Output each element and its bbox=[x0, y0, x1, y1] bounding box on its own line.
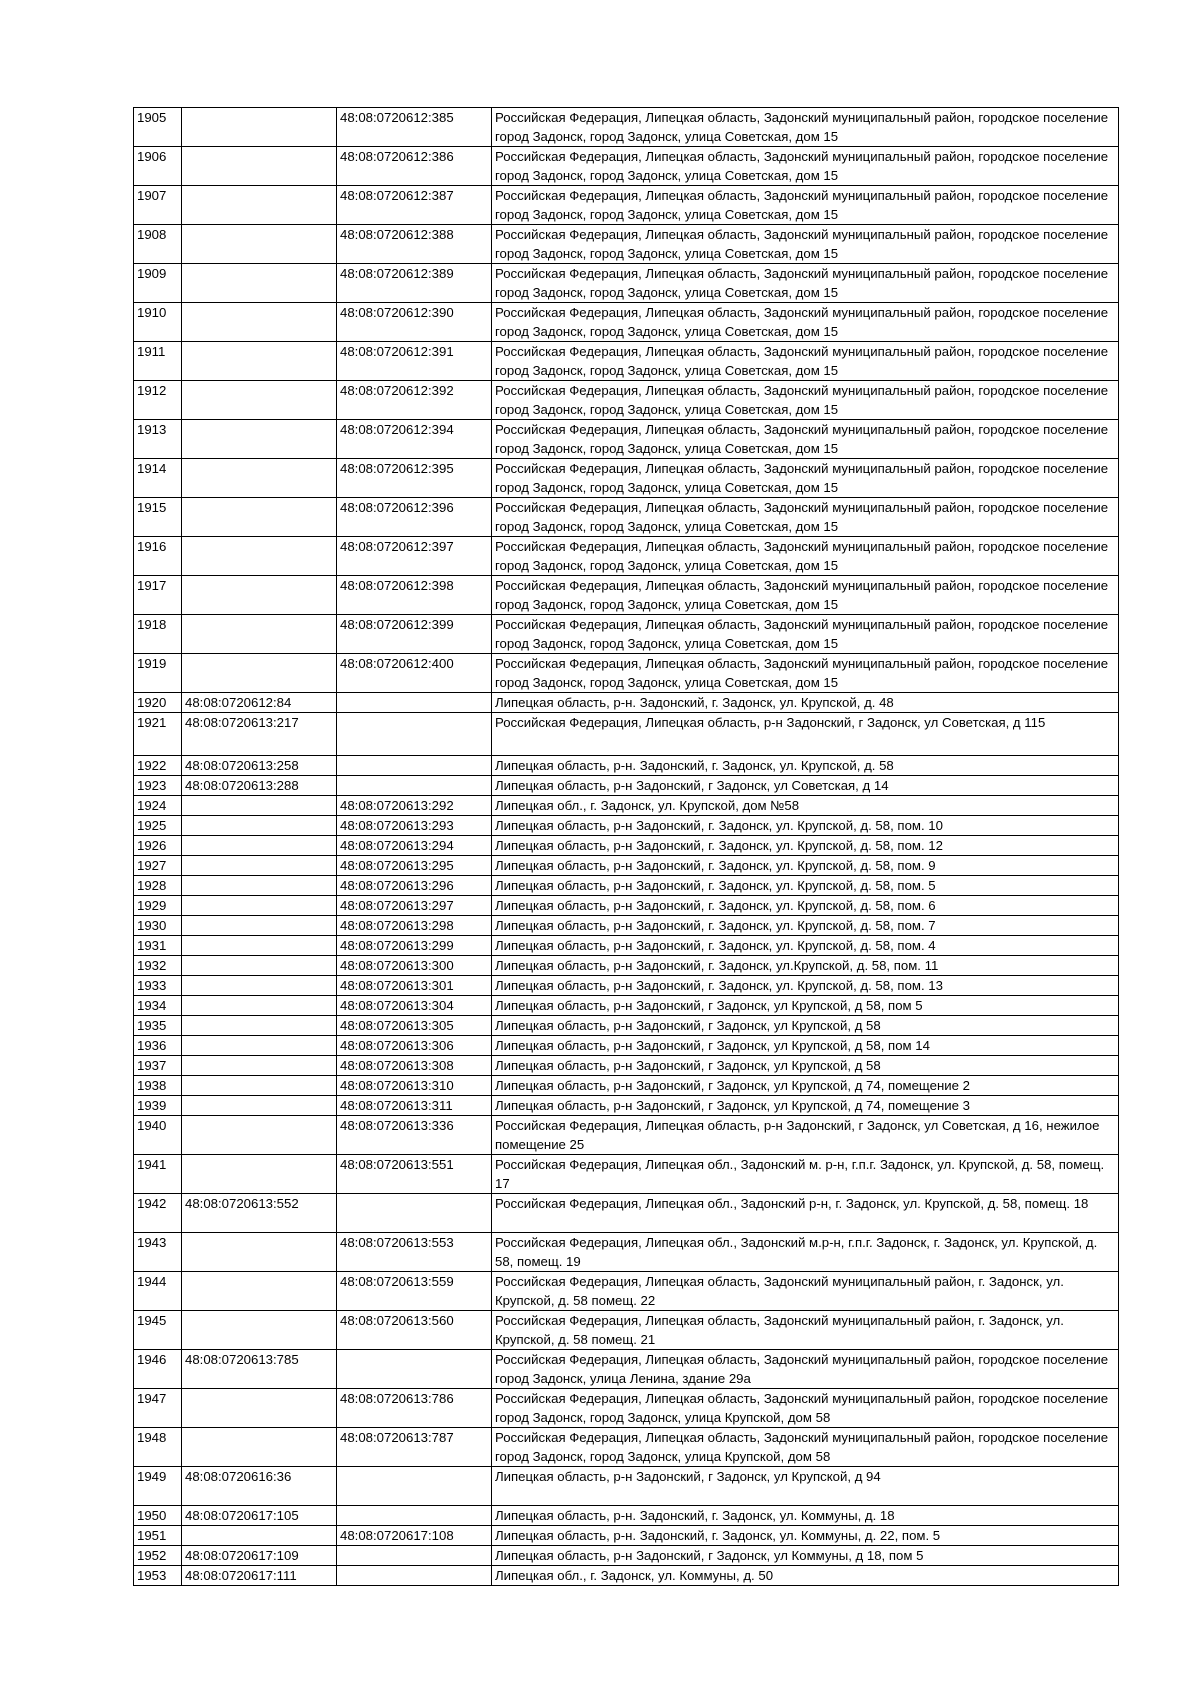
cadastral-land-cell bbox=[182, 420, 337, 459]
cadastral-land-cell: 48:08:0720617:111 bbox=[182, 1566, 337, 1586]
cadastral-land-cell bbox=[182, 1389, 337, 1428]
row-number-cell: 1945 bbox=[134, 1311, 182, 1350]
row-number-cell: 1916 bbox=[134, 537, 182, 576]
cadastral-object-cell: 48:08:0720613:551 bbox=[337, 1155, 492, 1194]
cadastral-object-cell: 48:08:0720613:560 bbox=[337, 1311, 492, 1350]
cadastral-land-cell bbox=[182, 537, 337, 576]
cadastral-object-cell bbox=[337, 713, 492, 756]
table-row bbox=[134, 108, 1119, 147]
address-cell: Российская Федерация, Липецкая область, р-н Задонский, г Задонск, ул Советская, д 115 bbox=[492, 713, 1119, 756]
address-cell: Липецкая область, р-н Задонский, г Задонск, ул Крупской, д 74, помещение 3 bbox=[492, 1096, 1119, 1116]
table-row bbox=[134, 1116, 1119, 1155]
table-row bbox=[134, 1233, 1119, 1272]
address-cell: Российская Федерация, Липецкая область, Задонский муниципальный район, городское поселение город Задонск, город Задонск, улица Советская, дом 15 bbox=[492, 498, 1119, 537]
row-number-cell: 1929 bbox=[134, 896, 182, 916]
row-number-cell: 1910 bbox=[134, 303, 182, 342]
cadastral-land-cell bbox=[182, 1116, 337, 1155]
address-cell: Российская Федерация, Липецкая обл., Задонский м.р-н, г.п.г. Задонск, г. Задонск, ул. Крупской, д. 58, помещ. 19 bbox=[492, 1233, 1119, 1272]
row-number-cell: 1942 bbox=[134, 1194, 182, 1233]
table-row bbox=[134, 916, 1119, 936]
address-cell: Липецкая область, р-н Задонский, г. Задонск, ул. Крупской, д. 58, пом. 12 bbox=[492, 836, 1119, 856]
table-row bbox=[134, 420, 1119, 459]
cadastral-object-cell bbox=[337, 1506, 492, 1526]
table-row bbox=[134, 1428, 1119, 1467]
row-number-cell: 1943 bbox=[134, 1233, 182, 1272]
table-row bbox=[134, 756, 1119, 776]
row-number-cell: 1921 bbox=[134, 713, 182, 756]
table-row bbox=[134, 1096, 1119, 1116]
cadastral-object-cell bbox=[337, 1467, 492, 1506]
table-row bbox=[134, 896, 1119, 916]
cadastral-object-cell bbox=[337, 776, 492, 796]
cadastral-object-cell bbox=[337, 1194, 492, 1233]
row-number-cell: 1927 bbox=[134, 856, 182, 876]
cadastral-object-cell: 48:08:0720613:786 bbox=[337, 1389, 492, 1428]
row-number-cell: 1951 bbox=[134, 1526, 182, 1546]
cadastral-object-cell: 48:08:0720612:400 bbox=[337, 654, 492, 693]
row-number-cell: 1922 bbox=[134, 756, 182, 776]
table-row bbox=[134, 776, 1119, 796]
row-number-cell: 1913 bbox=[134, 420, 182, 459]
table-row bbox=[134, 936, 1119, 956]
row-number-cell: 1940 bbox=[134, 1116, 182, 1155]
address-cell: Российская Федерация, Липецкая область, Задонский муниципальный район, городское поселение город Задонск, город Задонск, улица Советская, дом 15 bbox=[492, 108, 1119, 147]
address-cell: Российская Федерация, Липецкая область, Задонский муниципальный район, городское поселение город Задонск, город Задонск, улица Советская, дом 15 bbox=[492, 459, 1119, 498]
table-row bbox=[134, 264, 1119, 303]
cadastral-land-cell bbox=[182, 996, 337, 1016]
cadastral-land-cell: 48:08:0720617:109 bbox=[182, 1546, 337, 1566]
cadastral-object-cell: 48:08:0720613:293 bbox=[337, 816, 492, 836]
cadastral-land-cell bbox=[182, 1428, 337, 1467]
table-row bbox=[134, 537, 1119, 576]
cadastral-object-cell: 48:08:0720612:390 bbox=[337, 303, 492, 342]
row-number-cell: 1917 bbox=[134, 576, 182, 615]
cadastral-land-cell bbox=[182, 615, 337, 654]
table-row bbox=[134, 1076, 1119, 1096]
cadastral-object-cell: 48:08:0720613:559 bbox=[337, 1272, 492, 1311]
cadastral-object-cell: 48:08:0720613:553 bbox=[337, 1233, 492, 1272]
cadastral-object-cell: 48:08:0720612:399 bbox=[337, 615, 492, 654]
cadastral-land-cell bbox=[182, 876, 337, 896]
table-row bbox=[134, 976, 1119, 996]
cadastral-object-cell: 48:08:0720613:295 bbox=[337, 856, 492, 876]
row-number-cell: 1907 bbox=[134, 186, 182, 225]
cadastral-object-cell: 48:08:0720612:391 bbox=[337, 342, 492, 381]
row-number-cell: 1923 bbox=[134, 776, 182, 796]
row-number-cell: 1924 bbox=[134, 796, 182, 816]
table-row bbox=[134, 713, 1119, 756]
cadastral-land-cell bbox=[182, 225, 337, 264]
address-cell: Липецкая область, р-н Задонский, г Задонск, ул Крупской, д 94 bbox=[492, 1467, 1119, 1506]
table-row bbox=[134, 1036, 1119, 1056]
address-cell: Российская Федерация, Липецкая обл., Задонский р-н, г. Задонск, ул. Крупской, д. 58, помещ. 18 bbox=[492, 1194, 1119, 1233]
address-cell: Липецкая область, р-н. Задонский, г. Задонск, ул. Крупской, д. 58 bbox=[492, 756, 1119, 776]
table-row bbox=[134, 654, 1119, 693]
cadastral-land-cell: 48:08:0720613:552 bbox=[182, 1194, 337, 1233]
table-row bbox=[134, 303, 1119, 342]
row-number-cell: 1905 bbox=[134, 108, 182, 147]
cadastral-land-cell bbox=[182, 264, 337, 303]
row-number-cell: 1953 bbox=[134, 1566, 182, 1586]
cadastral-object-cell: 48:08:0720612:396 bbox=[337, 498, 492, 537]
cadastral-land-cell: 48:08:0720613:217 bbox=[182, 713, 337, 756]
cadastral-object-cell bbox=[337, 756, 492, 776]
address-cell: Российская Федерация, Липецкая область, Задонский муниципальный район, городское поселение город Задонск, город Задонск, улица Крупской, дом 58 bbox=[492, 1389, 1119, 1428]
cadastral-land-cell bbox=[182, 186, 337, 225]
address-cell: Липецкая область, р-н Задонский, г. Задонск, ул.Крупской, д. 58, пом. 11 bbox=[492, 956, 1119, 976]
address-cell: Российская Федерация, Липецкая область, Задонский муниципальный район, городское поселение город Задонск, город Задонск, улица Советская, дом 15 bbox=[492, 303, 1119, 342]
table-row bbox=[134, 576, 1119, 615]
row-number-cell: 1912 bbox=[134, 381, 182, 420]
cadastral-land-cell bbox=[182, 916, 337, 936]
cadastral-table bbox=[133, 107, 1119, 1586]
address-cell: Российская Федерация, Липецкая область, Задонский муниципальный район, городское поселение город Задонск, город Задонск, улица Советская, дом 15 bbox=[492, 537, 1119, 576]
table-row bbox=[134, 225, 1119, 264]
table-row bbox=[134, 1311, 1119, 1350]
address-cell: Российская Федерация, Липецкая область, Задонский муниципальный район, городское поселение город Задонск, город Задонск, улица Советская, дом 15 bbox=[492, 654, 1119, 693]
row-number-cell: 1946 bbox=[134, 1350, 182, 1389]
cadastral-object-cell: 48:08:0720612:388 bbox=[337, 225, 492, 264]
cadastral-object-cell: 48:08:0720612:394 bbox=[337, 420, 492, 459]
cadastral-land-cell bbox=[182, 1272, 337, 1311]
cadastral-land-cell bbox=[182, 576, 337, 615]
row-number-cell: 1931 bbox=[134, 936, 182, 956]
address-cell: Липецкая область, р-н Задонский, г Задонск, ул Крупской, д 58 bbox=[492, 1056, 1119, 1076]
table-row bbox=[134, 1350, 1119, 1389]
address-cell: Российская Федерация, Липецкая область, Задонский муниципальный район, городское поселение город Задонск, улица Ленина, здание 29а bbox=[492, 1350, 1119, 1389]
cadastral-object-cell: 48:08:0720613:305 bbox=[337, 1016, 492, 1036]
address-cell: Российская Федерация, Липецкая область, Задонский муниципальный район, городское поселение город Задонск, город Задонск, улица Советская, дом 15 bbox=[492, 225, 1119, 264]
cadastral-object-cell: 48:08:0720612:386 bbox=[337, 147, 492, 186]
cadastral-land-cell: 48:08:0720616:36 bbox=[182, 1467, 337, 1506]
cadastral-land-cell bbox=[182, 498, 337, 537]
cadastral-land-cell bbox=[182, 1526, 337, 1546]
table-row bbox=[134, 1506, 1119, 1526]
cadastral-object-cell: 48:08:0720613:304 bbox=[337, 996, 492, 1016]
row-number-cell: 1948 bbox=[134, 1428, 182, 1467]
table-row bbox=[134, 996, 1119, 1016]
table-row bbox=[134, 186, 1119, 225]
cadastral-object-cell: 48:08:0720613:298 bbox=[337, 916, 492, 936]
address-cell: Липецкая область, р-н. Задонский, г. Задонск, ул. Крупской, д. 48 bbox=[492, 693, 1119, 713]
address-cell: Российская Федерация, Липецкая область, Задонский муниципальный район, городское поселение город Задонск, город Задонск, улица Советская, дом 15 bbox=[492, 576, 1119, 615]
cadastral-land-cell bbox=[182, 1233, 337, 1272]
row-number-cell: 1934 bbox=[134, 996, 182, 1016]
cadastral-object-cell: 48:08:0720612:389 bbox=[337, 264, 492, 303]
cadastral-land-cell bbox=[182, 381, 337, 420]
cadastral-object-cell: 48:08:0720613:299 bbox=[337, 936, 492, 956]
cadastral-land-cell bbox=[182, 303, 337, 342]
cadastral-land-cell: 48:08:0720613:258 bbox=[182, 756, 337, 776]
cadastral-land-cell bbox=[182, 896, 337, 916]
table-row bbox=[134, 1467, 1119, 1506]
cadastral-object-cell: 48:08:0720613:311 bbox=[337, 1096, 492, 1116]
row-number-cell: 1918 bbox=[134, 615, 182, 654]
row-number-cell: 1908 bbox=[134, 225, 182, 264]
table-row bbox=[134, 1155, 1119, 1194]
address-cell: Российская Федерация, Липецкая обл., Задонский м. р-н, г.п.г. Задонск, ул. Крупской, д. 58, помещ. 17 bbox=[492, 1155, 1119, 1194]
cadastral-land-cell bbox=[182, 1076, 337, 1096]
row-number-cell: 1920 bbox=[134, 693, 182, 713]
address-cell: Липецкая область, р-н Задонский, г. Задонск, ул. Крупской, д. 58, пом. 10 bbox=[492, 816, 1119, 836]
address-cell: Российская Федерация, Липецкая область, Задонский муниципальный район, городское поселение город Задонск, город Задонск, улица Советская, дом 15 bbox=[492, 342, 1119, 381]
table-row bbox=[134, 1546, 1119, 1566]
cadastral-object-cell: 48:08:0720617:108 bbox=[337, 1526, 492, 1546]
table-row bbox=[134, 498, 1119, 537]
cadastral-land-cell: 48:08:0720612:84 bbox=[182, 693, 337, 713]
table-row bbox=[134, 1016, 1119, 1036]
table-row bbox=[134, 1056, 1119, 1076]
cadastral-object-cell: 48:08:0720613:787 bbox=[337, 1428, 492, 1467]
address-cell: Российская Федерация, Липецкая область, Задонский муниципальный район, городское поселение город Задонск, город Задонск, улица Советская, дом 15 bbox=[492, 615, 1119, 654]
cadastral-land-cell bbox=[182, 836, 337, 856]
row-number-cell: 1919 bbox=[134, 654, 182, 693]
row-number-cell: 1911 bbox=[134, 342, 182, 381]
table-row bbox=[134, 816, 1119, 836]
cadastral-land-cell bbox=[182, 796, 337, 816]
row-number-cell: 1938 bbox=[134, 1076, 182, 1096]
cadastral-land-cell bbox=[182, 976, 337, 996]
cadastral-land-cell bbox=[182, 856, 337, 876]
cadastral-object-cell: 48:08:0720613:300 bbox=[337, 956, 492, 976]
cadastral-object-cell: 48:08:0720613:301 bbox=[337, 976, 492, 996]
address-cell: Липецкая область, р-н Задонский, г. Задонск, ул. Крупской, д. 58, пом. 6 bbox=[492, 896, 1119, 916]
row-number-cell: 1925 bbox=[134, 816, 182, 836]
table-row bbox=[134, 1526, 1119, 1546]
cadastral-object-cell: 48:08:0720613:336 bbox=[337, 1116, 492, 1155]
document-table-container bbox=[133, 107, 1118, 1586]
row-number-cell: 1939 bbox=[134, 1096, 182, 1116]
table-row bbox=[134, 856, 1119, 876]
address-cell: Российская Федерация, Липецкая область, р-н Задонский, г Задонск, ул Советская, д 16, нежилое помещение 25 bbox=[492, 1116, 1119, 1155]
cadastral-land-cell bbox=[182, 654, 337, 693]
row-number-cell: 1952 bbox=[134, 1546, 182, 1566]
cadastral-object-cell bbox=[337, 1350, 492, 1389]
cadastral-object-cell: 48:08:0720612:397 bbox=[337, 537, 492, 576]
address-cell: Липецкая область, р-н Задонский, г Задонск, ул Советская, д 14 bbox=[492, 776, 1119, 796]
cadastral-object-cell: 48:08:0720613:308 bbox=[337, 1056, 492, 1076]
cadastral-land-cell: 48:08:0720613:785 bbox=[182, 1350, 337, 1389]
cadastral-object-cell: 48:08:0720612:392 bbox=[337, 381, 492, 420]
address-cell: Российская Федерация, Липецкая область, Задонский муниципальный район, городское поселение город Задонск, город Задонск, улица Советская, дом 15 bbox=[492, 420, 1119, 459]
cadastral-object-cell: 48:08:0720613:292 bbox=[337, 796, 492, 816]
cadastral-object-cell bbox=[337, 693, 492, 713]
cadastral-object-cell: 48:08:0720613:296 bbox=[337, 876, 492, 896]
cadastral-object-cell bbox=[337, 1566, 492, 1586]
cadastral-land-cell bbox=[182, 1311, 337, 1350]
address-cell: Липецкая область, р-н Задонский, г. Задонск, ул. Крупской, д. 58, пом. 9 bbox=[492, 856, 1119, 876]
address-cell: Липецкая область, р-н. Задонский, г. Задонск, ул. Коммуны, д. 22, пом. 5 bbox=[492, 1526, 1119, 1546]
table-row bbox=[134, 876, 1119, 896]
table-row bbox=[134, 1566, 1119, 1586]
cadastral-object-cell: 48:08:0720612:385 bbox=[337, 108, 492, 147]
cadastral-object-cell bbox=[337, 1546, 492, 1566]
table-row bbox=[134, 615, 1119, 654]
row-number-cell: 1930 bbox=[134, 916, 182, 936]
address-cell: Российская Федерация, Липецкая область, Задонский муниципальный район, городское поселение город Задонск, город Задонск, улица Советская, дом 15 bbox=[492, 186, 1119, 225]
row-number-cell: 1933 bbox=[134, 976, 182, 996]
table-row bbox=[134, 381, 1119, 420]
table-body bbox=[134, 108, 1119, 1586]
row-number-cell: 1932 bbox=[134, 956, 182, 976]
cadastral-land-cell bbox=[182, 342, 337, 381]
row-number-cell: 1949 bbox=[134, 1467, 182, 1506]
address-cell: Российская Федерация, Липецкая область, Задонский муниципальный район, г. Задонск, ул. Крупской, д. 58 помещ. 22 bbox=[492, 1272, 1119, 1311]
address-cell: Российская Федерация, Липецкая область, Задонский муниципальный район, городское поселение город Задонск, город Задонск, улица Советская, дом 15 bbox=[492, 147, 1119, 186]
address-cell: Российская Федерация, Липецкая область, Задонский муниципальный район, г. Задонск, ул. Крупской, д. 58 помещ. 21 bbox=[492, 1311, 1119, 1350]
address-cell: Липецкая область, р-н Задонский, г. Задонск, ул. Крупской, д. 58, пом. 7 bbox=[492, 916, 1119, 936]
row-number-cell: 1944 bbox=[134, 1272, 182, 1311]
cadastral-land-cell bbox=[182, 1036, 337, 1056]
row-number-cell: 1914 bbox=[134, 459, 182, 498]
row-number-cell: 1935 bbox=[134, 1016, 182, 1036]
cadastral-land-cell bbox=[182, 956, 337, 976]
table-row bbox=[134, 1272, 1119, 1311]
address-cell: Липецкая область, р-н Задонский, г Задонск, ул Крупской, д 74, помещение 2 bbox=[492, 1076, 1119, 1096]
cadastral-land-cell: 48:08:0720617:105 bbox=[182, 1506, 337, 1526]
cadastral-object-cell: 48:08:0720613:297 bbox=[337, 896, 492, 916]
row-number-cell: 1909 bbox=[134, 264, 182, 303]
table-row bbox=[134, 796, 1119, 816]
address-cell: Липецкая обл., г. Задонск, ул. Крупской, дом №58 bbox=[492, 796, 1119, 816]
address-cell: Липецкая область, р-н Задонский, г. Задонск, ул. Крупской, д. 58, пом. 13 bbox=[492, 976, 1119, 996]
address-cell: Липецкая область, р-н Задонский, г Задонск, ул Крупской, д 58, пом 14 bbox=[492, 1036, 1119, 1056]
cadastral-land-cell bbox=[182, 1056, 337, 1076]
cadastral-land-cell: 48:08:0720613:288 bbox=[182, 776, 337, 796]
row-number-cell: 1936 bbox=[134, 1036, 182, 1056]
table-row bbox=[134, 459, 1119, 498]
cadastral-object-cell: 48:08:0720613:306 bbox=[337, 1036, 492, 1056]
table-row bbox=[134, 1389, 1119, 1428]
address-cell: Липецкая область, р-н Задонский, г Задонск, ул Крупской, д 58 bbox=[492, 1016, 1119, 1036]
row-number-cell: 1950 bbox=[134, 1506, 182, 1526]
cadastral-land-cell bbox=[182, 459, 337, 498]
table-row bbox=[134, 693, 1119, 713]
address-cell: Липецкая область, р-н Задонский, г Задонск, ул Коммуны, д 18, пом 5 bbox=[492, 1546, 1119, 1566]
address-cell: Липецкая область, р-н Задонский, г. Задонск, ул. Крупской, д. 58, пом. 4 bbox=[492, 936, 1119, 956]
row-number-cell: 1928 bbox=[134, 876, 182, 896]
address-cell: Российская Федерация, Липецкая область, Задонский муниципальный район, городское поселение город Задонск, город Задонск, улица Советская, дом 15 bbox=[492, 381, 1119, 420]
cadastral-object-cell: 48:08:0720613:310 bbox=[337, 1076, 492, 1096]
cadastral-land-cell bbox=[182, 1016, 337, 1036]
table-row bbox=[134, 342, 1119, 381]
address-cell: Российская Федерация, Липецкая область, Задонский муниципальный район, городское поселение город Задонск, город Задонск, улица Крупской, дом 58 bbox=[492, 1428, 1119, 1467]
row-number-cell: 1941 bbox=[134, 1155, 182, 1194]
table-row bbox=[134, 1194, 1119, 1233]
cadastral-object-cell: 48:08:0720612:398 bbox=[337, 576, 492, 615]
row-number-cell: 1937 bbox=[134, 1056, 182, 1076]
cadastral-object-cell: 48:08:0720612:395 bbox=[337, 459, 492, 498]
address-cell: Липецкая область, р-н Задонский, г. Задонск, ул. Крупской, д. 58, пом. 5 bbox=[492, 876, 1119, 896]
cadastral-land-cell bbox=[182, 1096, 337, 1116]
cadastral-land-cell bbox=[182, 147, 337, 186]
cadastral-land-cell bbox=[182, 936, 337, 956]
cadastral-land-cell bbox=[182, 108, 337, 147]
table-row bbox=[134, 956, 1119, 976]
address-cell: Липецкая область, р-н. Задонский, г. Задонск, ул. Коммуны, д. 18 bbox=[492, 1506, 1119, 1526]
address-cell: Российская Федерация, Липецкая область, Задонский муниципальный район, городское поселение город Задонск, город Задонск, улица Советская, дом 15 bbox=[492, 264, 1119, 303]
address-cell: Липецкая обл., г. Задонск, ул. Коммуны, д. 50 bbox=[492, 1566, 1119, 1586]
row-number-cell: 1947 bbox=[134, 1389, 182, 1428]
address-cell: Липецкая область, р-н Задонский, г Задонск, ул Крупской, д 58, пом 5 bbox=[492, 996, 1119, 1016]
table-row bbox=[134, 836, 1119, 856]
cadastral-object-cell: 48:08:0720613:294 bbox=[337, 836, 492, 856]
table-row bbox=[134, 147, 1119, 186]
row-number-cell: 1915 bbox=[134, 498, 182, 537]
cadastral-object-cell: 48:08:0720612:387 bbox=[337, 186, 492, 225]
cadastral-land-cell bbox=[182, 1155, 337, 1194]
row-number-cell: 1906 bbox=[134, 147, 182, 186]
row-number-cell: 1926 bbox=[134, 836, 182, 856]
cadastral-land-cell bbox=[182, 816, 337, 836]
